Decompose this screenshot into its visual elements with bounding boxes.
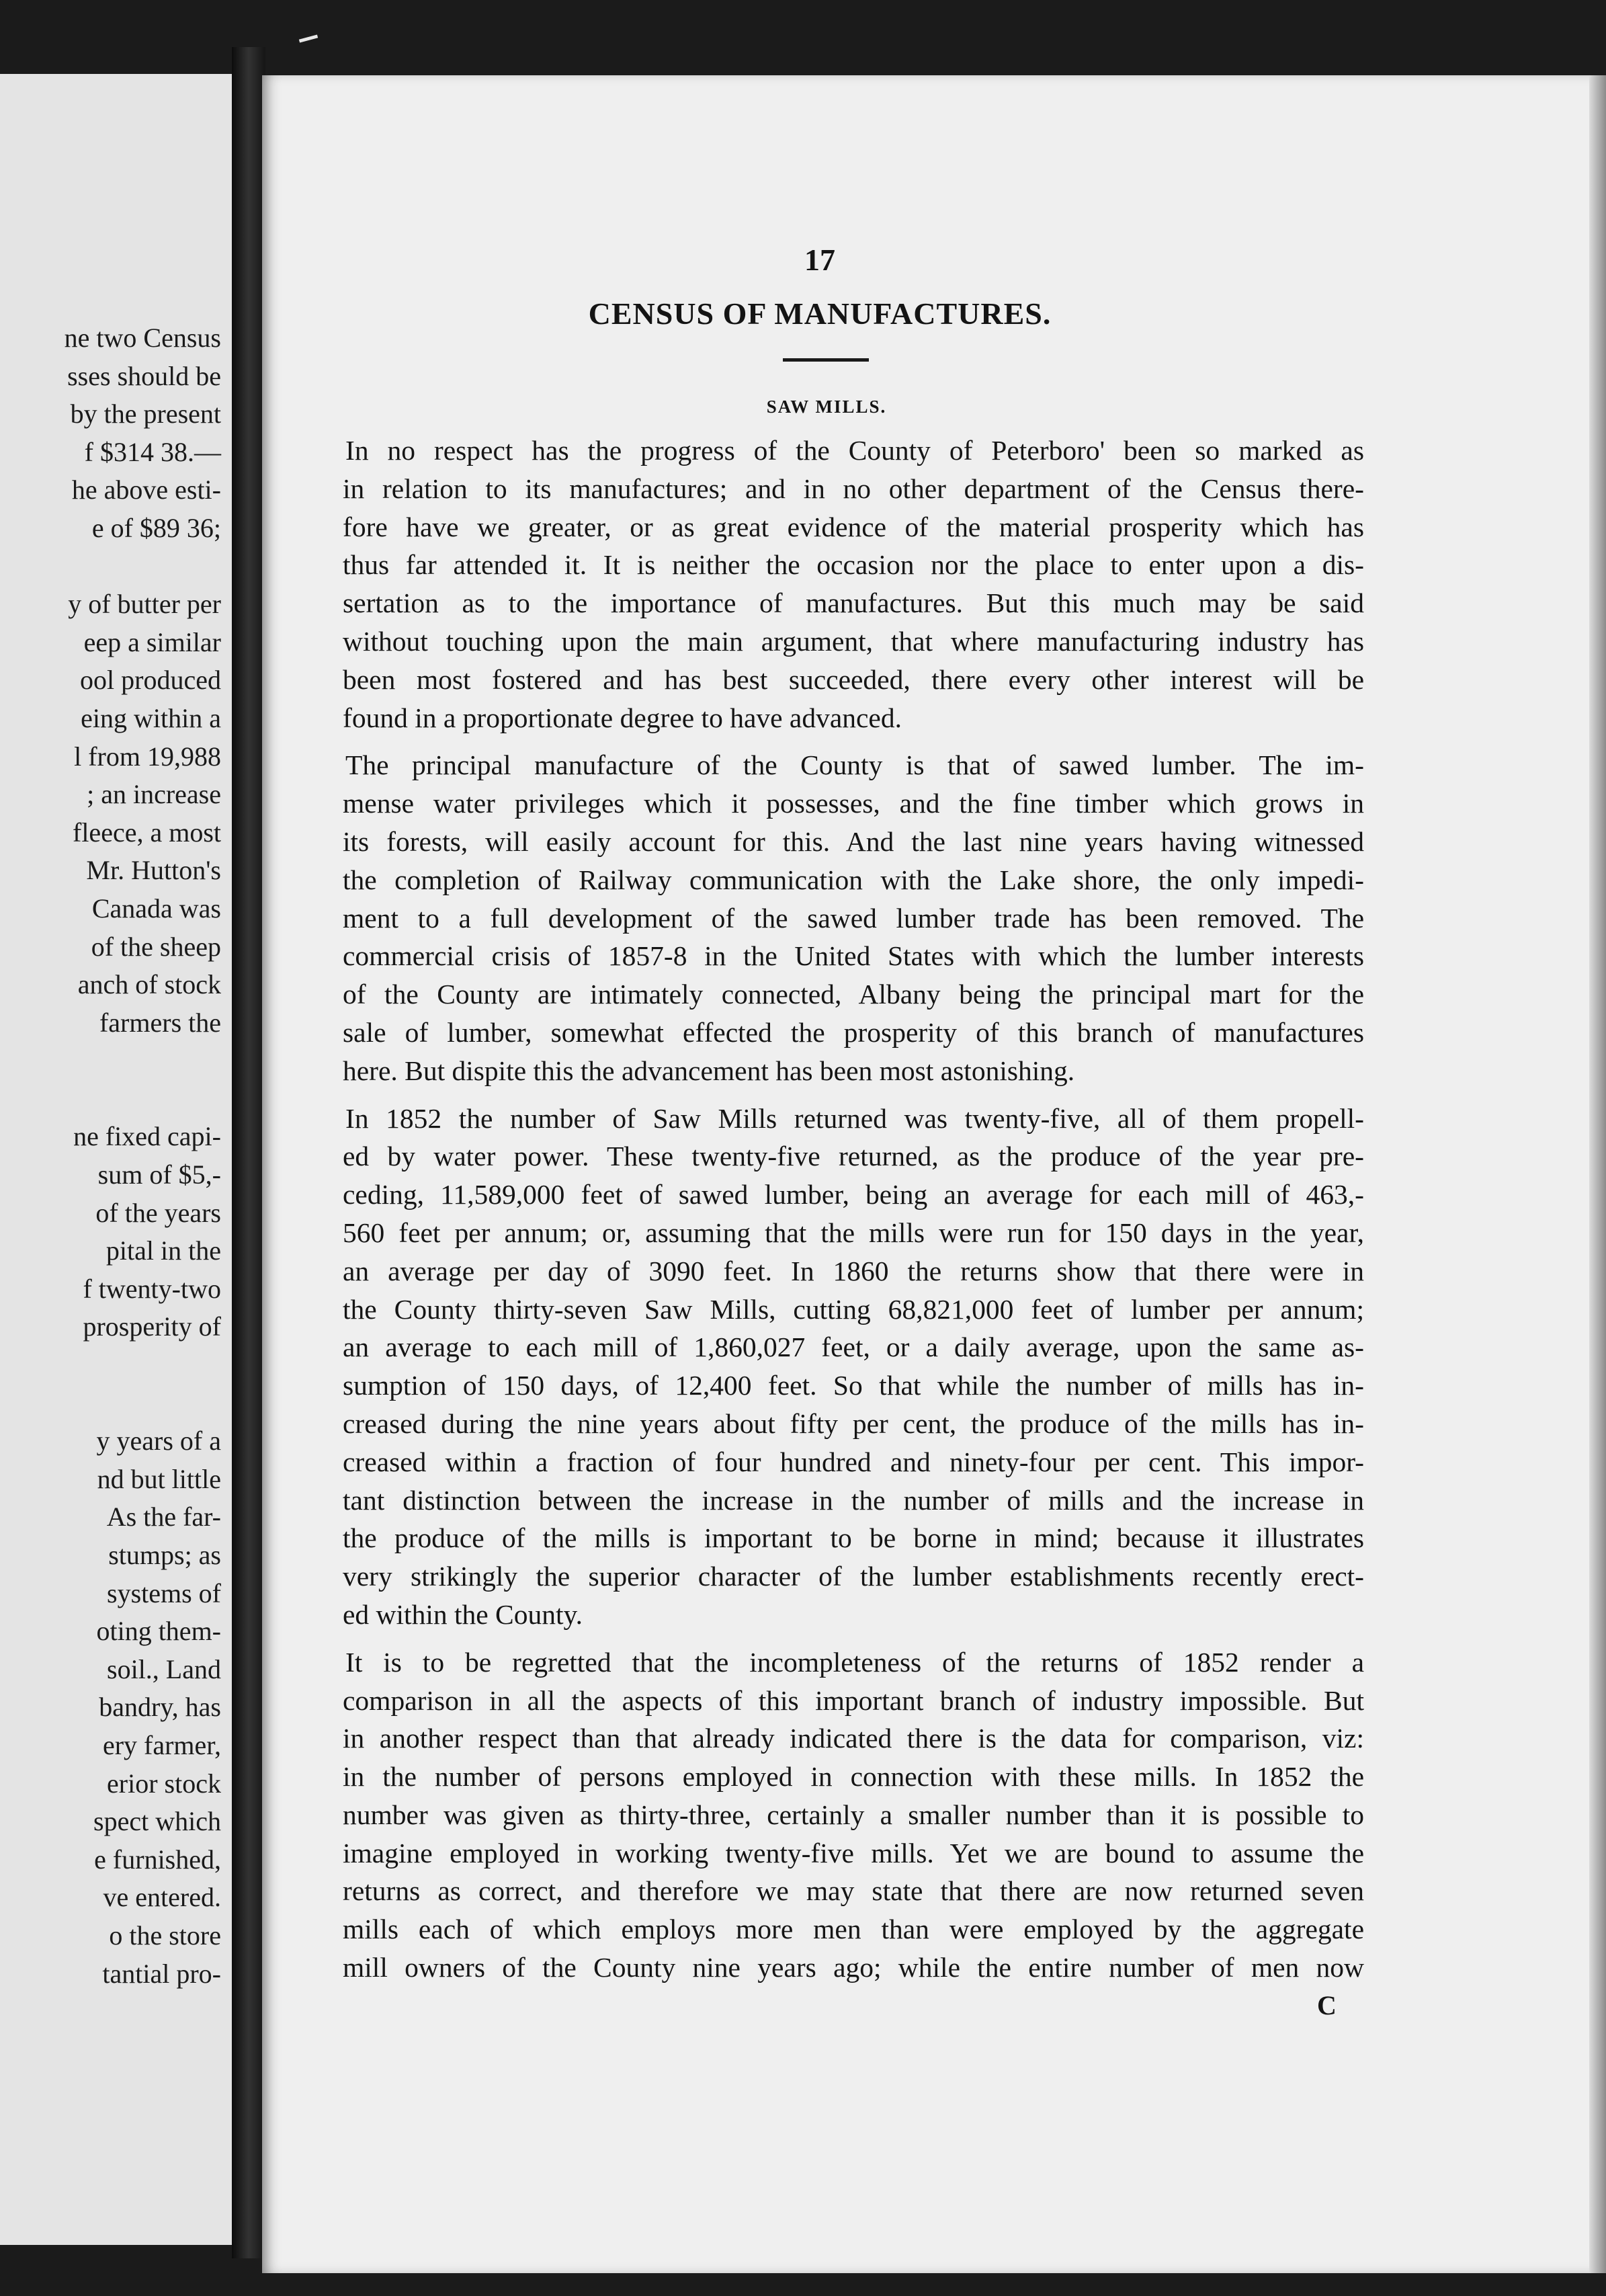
facing-page-line: sum of $5,- (97, 1159, 221, 1190)
scan-mark (299, 34, 318, 42)
text-line: mense water privileges which it possesses, and the fine timber which grows in (343, 788, 1364, 819)
facing-page-text (65, 319, 221, 1993)
text-line: commercial crisis of 1857-8 in the United States with which the lumber interests (343, 940, 1364, 972)
text-line: the County thirty-seven Saw Mills, cutting 68,821,000 feet of lumber per annum; (343, 1293, 1364, 1325)
facing-page-line: ve entered. (103, 1882, 221, 1913)
text-line: tant distinction between the increase in the number of mills and the increase in (343, 1484, 1364, 1516)
facing-page-line (65, 1385, 221, 1423)
facing-page-line: anch of stock (77, 969, 221, 1000)
facing-page-line: o the store (109, 1920, 221, 1951)
text-line: sale of lumber, somewhat effected the prosperity of this branch of manufactures (343, 1016, 1364, 1048)
text-line: comparison in all the aspects of this important branch of industry impossible. But (343, 1684, 1364, 1716)
facing-page-line: bandry, has (99, 1692, 221, 1723)
facing-page-line: f $314 38.— (84, 436, 221, 467)
facing-page-line: y years of a (96, 1426, 221, 1457)
facing-page-line: ne fixed capi- (73, 1121, 221, 1152)
text-line: ed within the County. (343, 1598, 583, 1630)
book-gutter (232, 47, 265, 2258)
text-line: been most fostered and has best succeeded, there every other interest will be (343, 663, 1364, 695)
text-line: sertation as to the importance of manufactures. But this much may be said (343, 587, 1364, 619)
facing-page-line: tantial pro- (102, 1958, 221, 1989)
text-line: imagine employed in working twenty-five mills. Yet we are bound to assume the (343, 1837, 1364, 1869)
facing-page-line: pital in the (105, 1235, 221, 1266)
facing-page-line: nd but little (97, 1463, 221, 1494)
text-line: ment to a full development of the sawed lumber trade has been removed. The (343, 902, 1364, 934)
facing-page-line: y of butter per (68, 589, 221, 620)
text-line: It is to be regretted that the incompleteness of the returns of 1852 render a (345, 1646, 1364, 1678)
facing-page-line (65, 1042, 221, 1080)
text-line: returns as correct, and therefore we may state that there are now returned seven (343, 1875, 1364, 1907)
facing-page-line: ool produced (80, 665, 221, 696)
page-edge (1589, 75, 1606, 2273)
facing-page-line: f twenty-two (83, 1273, 221, 1304)
text-line: without touching upon the main argument, that where manufacturing industry has (343, 625, 1364, 657)
paragraph (343, 1100, 1364, 1634)
facing-page-line: ery farmer, (102, 1729, 221, 1760)
text-line: 560 feet per annum; or, assuming that the mills were run for 150 days in the year, (343, 1217, 1364, 1248)
facing-page-line: of the years (95, 1197, 221, 1228)
text-line: mill owners of the County nine years ago; while the entire number of men now (343, 1952, 1364, 1983)
text-line: ceding, 11,589,000 feet of sawed lumber, being an average for each mill of 463,- (343, 1179, 1364, 1211)
text-line: the produce of the mills is important to be borne in mind; because it illustrates (343, 1522, 1364, 1554)
paragraph (343, 746, 1364, 1090)
facing-page-line: oting them- (96, 1616, 221, 1647)
text-line: an average per day of 3090 feet. In 1860 the returns show that there were in (343, 1255, 1364, 1286)
body-text (343, 432, 1364, 1987)
facing-page-line: Mr. Hutton's (86, 855, 221, 886)
text-line: In 1852 the number of Saw Mills returned was twenty-five, all of them propell- (345, 1102, 1364, 1134)
facing-page-line: l from 19,988 (74, 741, 221, 772)
facing-page-line (65, 1346, 221, 1385)
facing-page-line: As the far- (106, 1502, 221, 1532)
text-line: its forests, will easily account for this. And the last nine years having witnessed (343, 825, 1364, 857)
text-line: of the County are intimately connected, Albany being the principal mart for the (343, 979, 1364, 1010)
text-line: number was given as thirty-three, certainly a smaller number than it is possible to (343, 1799, 1364, 1830)
facing-page-line: Canada was (91, 893, 221, 924)
facing-page-line (65, 548, 221, 586)
facing-page-line: he above esti- (71, 475, 221, 505)
facing-page-line: prosperity of (83, 1311, 221, 1342)
facing-page-line: systems of (107, 1577, 221, 1608)
title-rule (783, 358, 869, 362)
text-line: in the number of persons employed in connection with these mills. In 1852 the (343, 1761, 1364, 1793)
text-line: The principal manufacture of the County is that of sawed lumber. The im- (345, 749, 1364, 781)
text-line: found in a proportionate degree to have advanced. (343, 702, 902, 733)
facing-page-line: sses should be (67, 360, 221, 391)
paragraph (343, 432, 1364, 737)
text-line: ed by water power. These twenty-five returned, as the produce of the year pre- (343, 1141, 1364, 1172)
page-title: CENSUS OF MANUFACTURES. (588, 296, 1052, 331)
text-line: here. But dispite this the advancement has been most astonishing. (343, 1055, 1075, 1086)
facing-page-line: stumps; as (108, 1540, 221, 1570)
text-line: thus far attended it. It is neither the occasion nor the place to enter upon a dis- (343, 549, 1364, 581)
section-heading: SAW MILLS. (766, 397, 887, 417)
facing-page-line: soil., Land (107, 1653, 221, 1684)
text-line: in relation to its manufactures; and in no other department of the Census there- (343, 473, 1364, 504)
text-line: In no respect has the progress of the County of Peterboro' been so marked as (345, 435, 1364, 466)
text-line: creased within a fraction of four hundred and ninety-four per cent. This impor- (343, 1446, 1364, 1477)
facing-page-line: fleece, a most (73, 817, 221, 848)
facing-page-line: e furnished, (94, 1844, 221, 1875)
facing-page-line: eing within a (81, 702, 221, 733)
facing-page-line: e of $89 36; (91, 512, 221, 543)
text-line: mills each of which employs more men than were employed by the aggregate (343, 1914, 1364, 1945)
facing-page-line: ; an increase (87, 779, 221, 810)
facing-page-line: erior stock (107, 1768, 221, 1799)
text-line: the completion of Railway communication with the Lake shore, the only impedi- (343, 864, 1364, 895)
text-line: sumption of 150 days, of 12,400 feet. So that while the number of mills has in- (343, 1370, 1364, 1401)
facing-page-line: eep a similar (83, 626, 221, 657)
text-line: an average to each mill of 1,860,027 feet, or a daily average, upon the same as- (343, 1331, 1364, 1363)
paragraph (343, 1643, 1364, 1987)
facing-page-line: ne two Census (64, 323, 221, 353)
facing-page-line: farmers the (99, 1007, 221, 1038)
facing-page-line (65, 1080, 221, 1118)
signature-mark: C (1317, 1990, 1337, 2020)
facing-page (0, 74, 232, 2245)
facing-page-line: of the sheep (91, 931, 221, 962)
text-line: very strikingly the superior character of the lumber establishments recently erect- (343, 1561, 1364, 1592)
text-line: fore have we greater, or as great evidence of the material prosperity which has (343, 511, 1364, 542)
facing-page-line: spect which (93, 1806, 221, 1837)
text-line: in another respect than that already indicated there is the data for comparison, viz: (343, 1723, 1364, 1754)
page-number: 17 (804, 243, 835, 277)
text-line: creased during the nine years about fifty per cent, the produce of the mills has in- (343, 1407, 1364, 1439)
facing-page-line: by the present (70, 399, 221, 429)
